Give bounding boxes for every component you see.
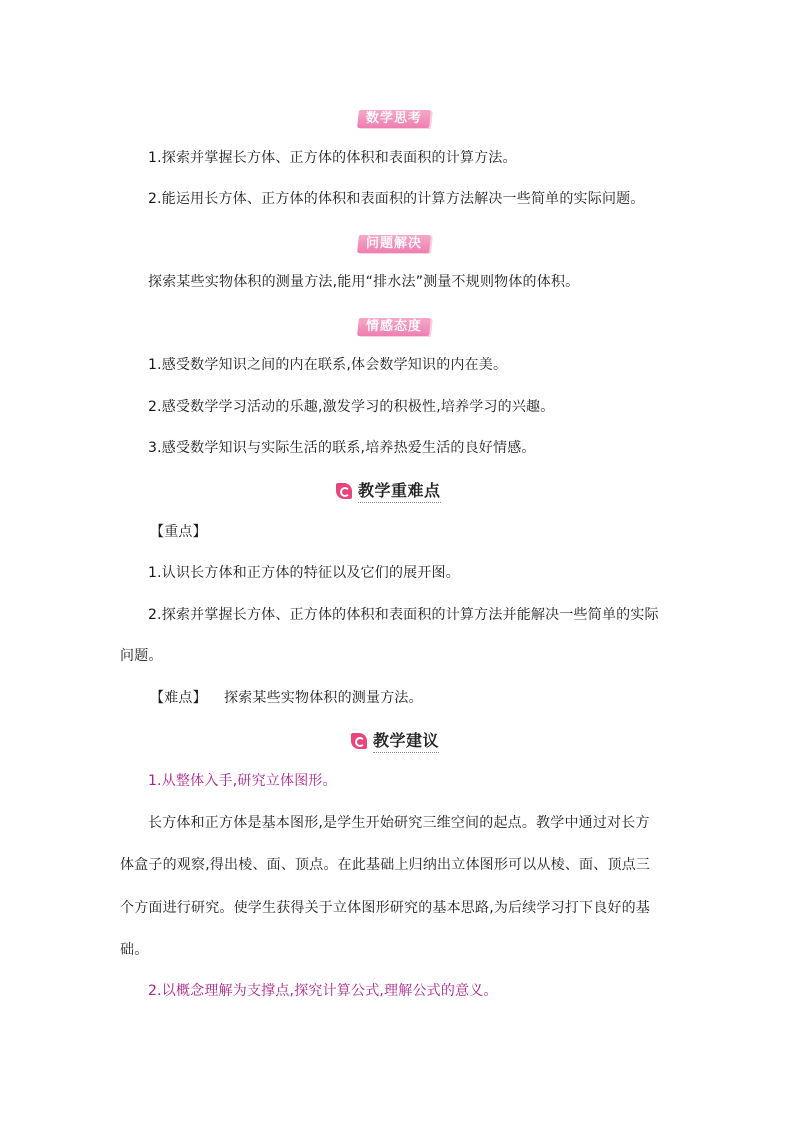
text-line: 长方体和正方体是基本图形,是学生开始研究三维空间的起点。教学中通过对长方 <box>148 815 650 831</box>
suggestion-heading: 1.从整体入手,研究立体图形。 <box>148 773 337 789</box>
text-line: 3.感受数学知识与实际生活的联系,培养热爱生活的良好情感。 <box>148 440 536 456</box>
tag-math-thinking: 数学思考 <box>357 110 431 128</box>
section-key-difficult <box>336 479 441 503</box>
text-line: 1.探索并掌握长方体、正方体的体积和表面积的计算方法。 <box>148 150 517 166</box>
text-line: 个方面进行研究。使学生获得关于立体图形研究的基本思路,为后续学习打下良好的基 <box>120 900 651 916</box>
text-line: 础。 <box>120 942 149 958</box>
section-title: 教学重难点 <box>358 480 441 503</box>
section-suggestions <box>351 729 439 753</box>
text-line: 问题。 <box>120 648 163 664</box>
tag-emotion-attitude: 情感态度 <box>357 318 431 336</box>
text-line: 体盒子的观察,得出棱、面、顶点。在此基础上归纳出立体图形可以从棱、面、顶点三 <box>120 857 651 873</box>
text-line: 2.感受数学学习活动的乐趣,激发学习的积极性,培养学习的兴趣。 <box>148 399 555 415</box>
difficult-label: 【难点】 <box>150 690 207 706</box>
text-line: 2.能运用长方体、正方体的体积和表面积的计算方法解决一些简单的实际问题。 <box>148 191 645 207</box>
text-line: 1.感受数学知识之间的内在联系,体会数学知识的内在美。 <box>148 357 508 373</box>
section-icon <box>351 733 367 749</box>
text-line: 探索某些实物体积的测量方法,能用“排水法”测量不规则物体的体积。 <box>148 274 580 290</box>
key-label: 【重点】 <box>150 524 207 540</box>
section-icon <box>336 483 352 499</box>
difficult-text: 探索某些实物体积的测量方法。 <box>224 690 423 706</box>
text-line: 2.探索并掌握长方体、正方体的体积和表面积的计算方法并能解决一些简单的实际 <box>148 607 659 623</box>
text-line: 1.认识长方体和正方体的特征以及它们的展开图。 <box>148 565 460 581</box>
suggestion-heading: 2.以概念理解为支撑点,探究计算公式,理解公式的意义。 <box>148 983 498 999</box>
section-title: 教学建议 <box>373 730 439 753</box>
tag-problem-solving: 问题解决 <box>357 235 431 253</box>
